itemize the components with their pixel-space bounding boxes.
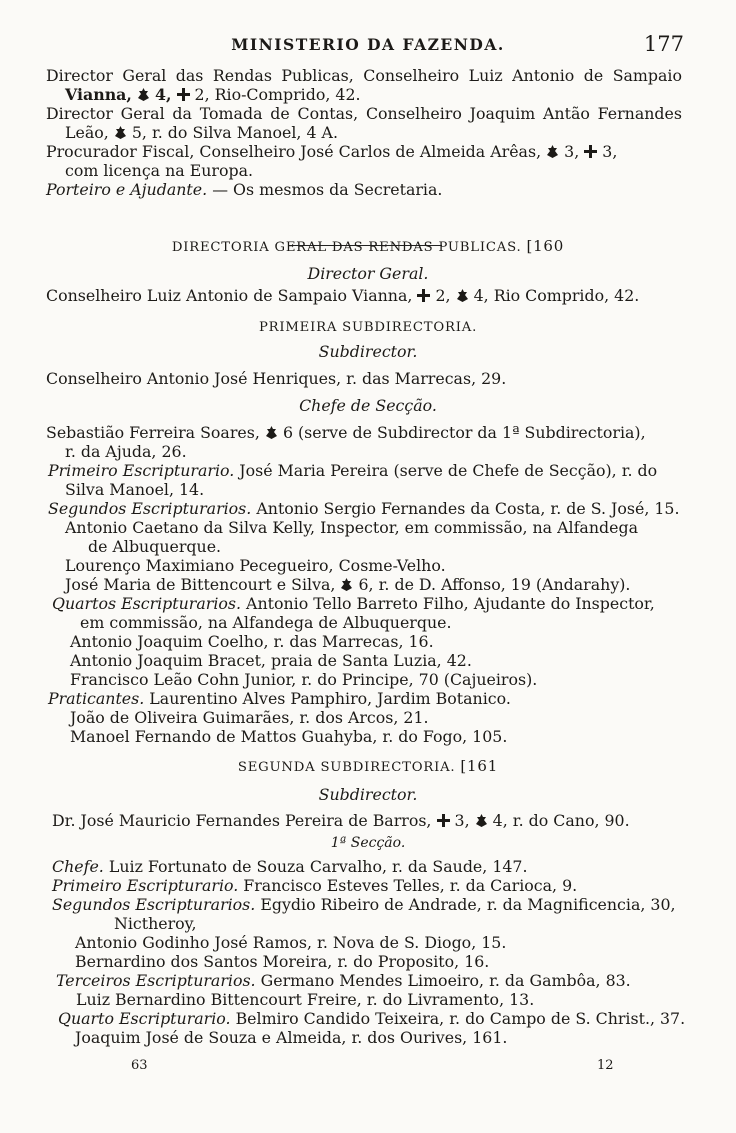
entry-line: Vianna, 4, 2, Rio-Comprido, 42. xyxy=(65,85,361,104)
section-heading: DIRECTORIA GERAL DAS RENDAS PUBLICAS. [160 xyxy=(171,237,565,255)
entry-line: Procurador Fiscal, Conselheiro José Carlos de Almeida Arêas, 3, 3, xyxy=(46,142,618,161)
role-heading: Subdirector. xyxy=(318,785,418,804)
entry-line: Antonio Caetano da Silva Kelly, Inspector, em commissão, na Alfandega xyxy=(65,518,639,537)
rose-order-icon xyxy=(137,86,150,99)
entry-line: Leão, 5, r. do Silva Manoel, 4 A. xyxy=(65,123,338,142)
cross-order-icon xyxy=(437,812,450,825)
role-heading: Chefe de Secção. xyxy=(299,396,437,415)
entry-line: Director Geral da Tomada de Contas, Conselheiro Joaquim Antão Fernandes xyxy=(46,104,682,123)
running-header xyxy=(0,32,736,57)
entry-line: Joaquim José de Souza e Almeida, r. dos Ourives, 161. xyxy=(75,1028,508,1047)
rose-order-icon xyxy=(340,576,353,589)
cross-order-icon xyxy=(417,287,430,300)
entry-line: Nictheroy, xyxy=(114,914,197,933)
entry-line: Antonio Godinho José Ramos, r. Nova de S. Diogo, 15. xyxy=(75,933,507,952)
signature-mark: 12 xyxy=(597,1058,614,1073)
entry-line: Praticantes. Laurentino Alves Pamphiro, Jardim Botanico. xyxy=(48,689,511,708)
entry-line: Antonio Joaquim Coelho, r. das Marrecas, 16. xyxy=(70,632,434,651)
entry-line: Chefe. Luiz Fortunato de Souza Carvalho, r. da Saude, 147. xyxy=(52,857,528,876)
entry-line: João de Oliveira Guimarães, r. dos Arcos, 21. xyxy=(70,708,429,727)
entry-line: r. da Ajuda, 26. xyxy=(65,442,187,461)
entry-line: Terceiros Escripturarios. Germano Mendes Limoeiro, r. da Gambôa, 83. xyxy=(56,971,631,990)
entry-line: Quarto Escripturario. Belmiro Candido Teixeira, r. do Campo de S. Christ., 37. xyxy=(58,1009,686,1028)
entry-line: Silva Manoel, 14. xyxy=(65,480,205,499)
entry-line: Porteiro e Ajudante. — Os mesmos da Secretaria. xyxy=(46,180,443,199)
entry-line: Lourenço Maximiano Pecegueiro, Cosme-Velho. xyxy=(65,556,446,575)
page-title: MINISTERIO DA FAZENDA. xyxy=(231,35,505,54)
rose-order-icon xyxy=(114,124,127,137)
entry-line: de Albuquerque. xyxy=(88,537,222,556)
rose-order-icon xyxy=(546,143,559,156)
entry-line: José Maria de Bittencourt e Silva, 6, r. de D. Affonso, 19 (Andarahy). xyxy=(65,575,631,594)
role-heading: Director Geral. xyxy=(307,264,429,283)
section-heading: PRIMEIRA SUBDIRECTORIA. xyxy=(258,320,478,335)
entry-line: Segundos Escripturarios. Egydio Ribeiro de Andrade, r. da Magnificencia, 30, xyxy=(52,895,676,914)
role-heading: 1ª Secção. xyxy=(330,835,406,851)
entry-line: com licença na Europa. xyxy=(65,161,254,180)
entry-line: Bernardino dos Santos Moreira, r. do Proposito, 16. xyxy=(75,952,490,971)
cross-order-icon xyxy=(584,143,597,156)
page-number: 177 xyxy=(643,32,684,56)
entry-line: Conselheiro Luiz Antonio de Sampaio Vianna, 2, 4, Rio Comprido, 42. xyxy=(46,286,640,305)
rose-order-icon xyxy=(456,287,469,300)
entry-line: Dr. José Mauricio Fernandes Pereira de Barros, 3, 4, r. do Cano, 90. xyxy=(52,811,630,830)
entry-line: Segundos Escripturarios. Antonio Sergio Fernandes da Costa, r. de S. José, 15. xyxy=(48,499,680,518)
section-heading: SEGUNDA SUBDIRECTORIA. [161 xyxy=(237,757,499,775)
role-heading: Subdirector. xyxy=(318,342,418,361)
rose-order-icon xyxy=(475,812,488,825)
entry-line: Antonio Joaquim Bracet, praia de Santa Luzia, 42. xyxy=(70,651,472,670)
entry-line: Manoel Fernando de Mattos Guahyba, r. do Fogo, 105. xyxy=(70,727,508,746)
cross-order-icon xyxy=(177,86,190,99)
entry-line: em commissão, na Alfandega de Albuquerque. xyxy=(80,613,452,632)
entry-line: Luiz Bernardino Bittencourt Freire, r. do Livramento, 13. xyxy=(76,990,535,1009)
entry-line: Quartos Escripturarios. Antonio Tello Barreto Filho, Ajudante do Inspector, xyxy=(52,594,655,613)
rose-order-icon xyxy=(265,424,278,437)
entry-line: Primeiro Escripturario. José Maria Pereira (serve de Chefe de Secção), r. do xyxy=(48,461,658,480)
entry-line: Director Geral das Rendas Publicas, Conselheiro Luiz Antonio de Sampaio xyxy=(46,66,682,85)
signature-mark: 63 xyxy=(131,1058,148,1073)
entry-line: Sebastião Ferreira Soares, 6 (serve de Subdirector da 1ª Subdirectoria), xyxy=(46,423,646,442)
entry-line: Conselheiro Antonio José Henriques, r. das Marrecas, 29. xyxy=(46,369,507,388)
entry-line: Francisco Leão Cohn Junior, r. do Principe, 70 (Cajueiros). xyxy=(70,670,538,689)
entry-line: Primeiro Escripturario. Francisco Esteves Telles, r. da Carioca, 9. xyxy=(52,876,578,895)
